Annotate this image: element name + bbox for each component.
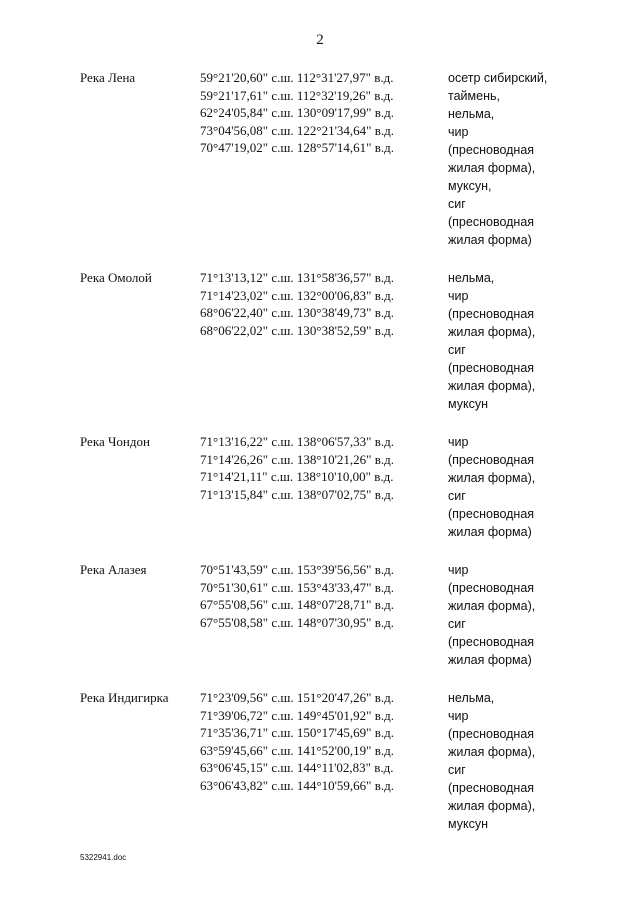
species-list bbox=[448, 689, 578, 833]
species-line: жилая форма), bbox=[448, 745, 536, 759]
coordinate-line: 67°55'08,58" с.ш. 148°07'30,95" в.д. bbox=[200, 614, 394, 630]
coordinates-list bbox=[200, 433, 448, 503]
species-line: жилая форма), bbox=[448, 799, 536, 813]
species-line: жилая форма) bbox=[448, 525, 532, 539]
species-line: жилая форма) bbox=[448, 653, 532, 667]
coordinate-line: 71°14'23,02" с.ш. 132°00'06,83" в.д. bbox=[200, 287, 394, 303]
coordinate-line: 70°51'43,59" с.ш. 153°39'56,56" в.д. bbox=[200, 562, 394, 577]
species-line: чир bbox=[448, 289, 469, 303]
river-row bbox=[80, 433, 580, 541]
species-line: (пресноводная bbox=[448, 453, 535, 467]
river-name: Река Алазея bbox=[80, 562, 147, 577]
species-list bbox=[448, 269, 578, 413]
coordinate-line: 68°06'22,40" с.ш. 130°38'49,73" в.д. bbox=[200, 305, 394, 320]
species-line: жилая форма), bbox=[448, 325, 536, 339]
coordinate-line: 62°24'05,84" с.ш. 130°09'17,99" в.д. bbox=[200, 105, 394, 120]
coordinate-line: 59°21'17,61" с.ш. 112°32'19,26" в.д. bbox=[200, 87, 394, 103]
coordinate-line: 71°13'16,22" с.ш. 138°06'57,33" в.д. bbox=[200, 434, 394, 449]
species-line: (пресноводная bbox=[448, 581, 535, 595]
page-number: 2 bbox=[316, 32, 324, 48]
river-row bbox=[80, 269, 580, 413]
coordinate-line: 63°59'45,66" с.ш. 141°52'00,19" в.д. bbox=[200, 742, 394, 758]
species-line: нельма, bbox=[448, 271, 495, 285]
species-line: муксун, bbox=[448, 179, 492, 193]
coordinates-list bbox=[200, 69, 448, 157]
species-line: жилая форма), bbox=[448, 161, 536, 175]
coordinate-line: 71°14'21,11" с.ш. 138°10'10,00" в.д. bbox=[200, 469, 394, 484]
river-row bbox=[80, 561, 580, 669]
species-line: сиг bbox=[448, 489, 466, 503]
coordinate-line: 68°06'22,02" с.ш. 130°38'52,59" в.д. bbox=[200, 322, 394, 338]
species-line: сиг bbox=[448, 197, 466, 211]
coordinates-list bbox=[200, 561, 448, 631]
species-line: нельма, bbox=[448, 107, 495, 121]
species-line: чир bbox=[448, 709, 469, 723]
coordinate-line: 59°21'20,60" с.ш. 112°31'27,97" в.д. bbox=[200, 70, 394, 85]
species-line: (пресноводная bbox=[448, 727, 535, 741]
species-list bbox=[448, 69, 578, 249]
species-line: муксун bbox=[448, 817, 488, 831]
coordinate-line: 73°04'56,08" с.ш. 122°21'34,64" в.д. bbox=[200, 122, 394, 138]
species-line: чир bbox=[448, 563, 469, 577]
species-line: осетр сибирский, bbox=[448, 71, 548, 85]
coordinate-line: 71°13'13,12" с.ш. 131°58'36,57" в.д. bbox=[200, 270, 394, 285]
coordinate-line: 70°51'30,61" с.ш. 153°43'33,47" в.д. bbox=[200, 579, 394, 595]
river-row bbox=[80, 69, 580, 249]
coordinate-line: 67°55'08,56" с.ш. 148°07'28,71" в.д. bbox=[200, 597, 394, 612]
species-line: жилая форма), bbox=[448, 599, 536, 613]
coordinates-list bbox=[200, 689, 448, 794]
coordinate-line: 71°13'15,84" с.ш. 138°07'02,75" в.д. bbox=[200, 486, 394, 502]
species-line: чир bbox=[448, 125, 469, 139]
species-line: (пресноводная bbox=[448, 307, 535, 321]
species-line: чир bbox=[448, 435, 469, 449]
species-line: сиг bbox=[448, 617, 466, 631]
river-table bbox=[80, 69, 580, 853]
species-line: (пресноводная bbox=[448, 143, 535, 157]
species-line: жилая форма), bbox=[448, 471, 536, 485]
species-line: нельма, bbox=[448, 691, 495, 705]
species-list bbox=[448, 561, 578, 669]
river-name: Река Индигирка bbox=[80, 690, 169, 705]
river-name: Река Чондон bbox=[80, 434, 150, 449]
species-line: сиг bbox=[448, 343, 466, 357]
river-name: Река Лена bbox=[80, 70, 136, 85]
coordinate-line: 71°23'09,56" с.ш. 151°20'47,26" в.д. bbox=[200, 690, 394, 705]
species-line: (пресноводная bbox=[448, 215, 535, 229]
coordinates-list bbox=[200, 269, 448, 339]
species-line: (пресноводная bbox=[448, 635, 535, 649]
species-line: муксун bbox=[448, 397, 488, 411]
species-line: сиг bbox=[448, 763, 466, 777]
species-line: таймень, bbox=[448, 89, 500, 103]
coordinate-line: 63°06'43,82" с.ш. 144°10'59,66" в.д. bbox=[200, 777, 394, 793]
coordinate-line: 71°14'26,26" с.ш. 138°10'21,26" в.д. bbox=[200, 451, 394, 467]
file-name-footer: 5322941.doc bbox=[80, 853, 127, 862]
species-line: жилая форма) bbox=[448, 233, 532, 247]
species-line: жилая форма), bbox=[448, 379, 536, 393]
river-row bbox=[80, 689, 580, 833]
coordinate-line: 71°39'06,72" с.ш. 149°45'01,92" в.д. bbox=[200, 707, 394, 723]
coordinate-line: 63°06'45,15" с.ш. 144°11'02,83" в.д. bbox=[200, 760, 394, 775]
coordinate-line: 71°35'36,71" с.ш. 150°17'45,69" в.д. bbox=[200, 725, 394, 740]
species-line: (пресноводная bbox=[448, 507, 535, 521]
coordinate-line: 70°47'19,02" с.ш. 128°57'14,61" в.д. bbox=[200, 140, 394, 155]
species-line: (пресноводная bbox=[448, 781, 535, 795]
species-line: (пресноводная bbox=[448, 361, 535, 375]
river-name: Река Омолой bbox=[80, 270, 152, 285]
species-list bbox=[448, 433, 578, 541]
